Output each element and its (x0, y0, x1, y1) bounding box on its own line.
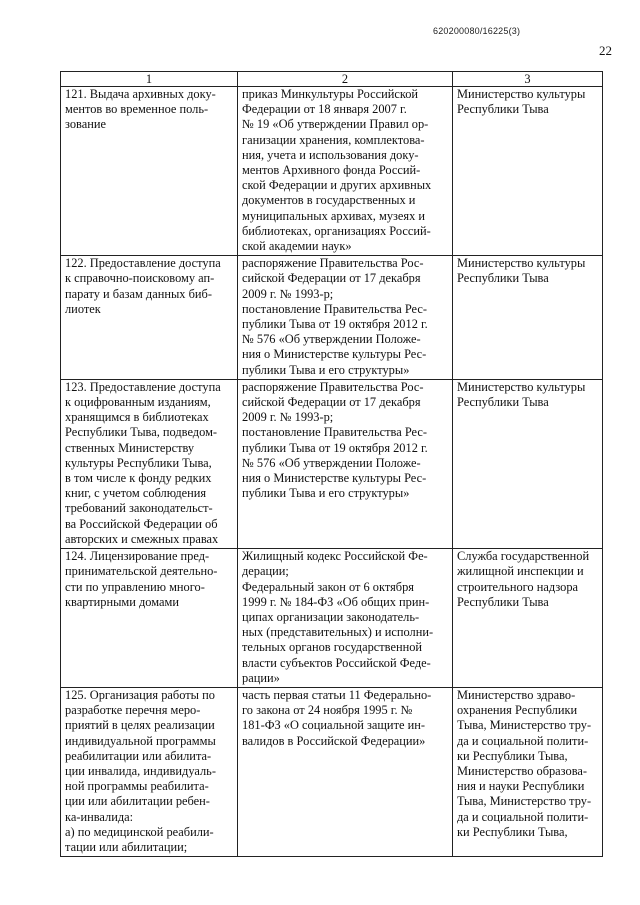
service-cell: 123. Предоставление доступа к оцифрованным изданиям, хранящимся в библиотеках Республики Тыва, подведом- ственных Министерству культуры Республики Тыва, в том числе к фонду редких книг, с учетом соблюдения требований законодательст- ва Российской Федерации об авторских и смежных правах (61, 379, 238, 548)
table-row (61, 549, 603, 688)
services-table (60, 71, 603, 857)
table-header-row (61, 72, 603, 87)
table-row (61, 687, 603, 856)
authority-cell: Служба государственной жилищной инспекции и строительного надзора Республики Тыва (453, 549, 603, 688)
table-row (61, 379, 603, 548)
legal-basis-cell: приказ Минкультуры Российской Федерации от 18 января 2007 г. № 19 «Об утверждении Правил ор- ганизации хранения, комплектова- ния, учета и использования доку- ментов Архивного фонда Россий- ской Федерации и других архивных документов в государственных и муниципальных архивах, музеях и библиотеках, организациях Россий- ской академии наук» (238, 87, 453, 256)
authority-cell: Министерство здраво- охранения Республики Тыва, Министерство тру- да и социальной полити- ки Республики Тыва, Министерство образова- ния и науки Республики Тыва, Министерство тру- да и социальной полити- ки Республики Тыва, (453, 687, 603, 856)
legal-basis-cell: распоряжение Правительства Рос- сийской Федерации от 17 декабря 2009 г. № 1993-р; постановление Правительства Рес- публики Тыва от 19 октября 2012 г. № 576 «Об утверждении Положе- ния о Министерстве культуры Рес- публики Тыва и его структуры» (238, 379, 453, 548)
authority-cell: Министерство культуры Республики Тыва (453, 379, 603, 548)
legal-basis-cell: распоряжение Правительства Рос- сийской Федерации от 17 декабря 2009 г. № 1993-р; постановление Правительства Рес- публики Тыва от 19 октября 2012 г. № 576 «Об утверждении Положе- ния о Министерстве культуры Рес- публики Тыва и его структуры» (238, 256, 453, 380)
legal-basis-cell: часть первая статьи 11 Федерально- го закона от 24 ноября 1995 г. № 181-ФЗ «О социальной защите ин- валидов в Российской Федерации» (238, 687, 453, 856)
authority-cell: Министерство культуры Республики Тыва (453, 87, 603, 256)
legal-basis-cell: Жилищный кодекс Российской Фе- дерации; Федеральный закон от 6 октября 1999 г. № 184-ФЗ «Об общих прин- ципах организации законодатель- ных (представительных) и исполни- тельных органов государственной власти субъектов Российской Феде- рации» (238, 549, 453, 688)
table-row (61, 87, 603, 256)
table-row (61, 256, 603, 380)
service-cell: 121. Выдача архивных доку- ментов во временное поль- зование (61, 87, 238, 256)
column-header-3: 3 (453, 72, 603, 87)
authority-cell: Министерство культуры Республики Тыва (453, 256, 603, 380)
column-header-2: 2 (238, 72, 453, 87)
service-cell: 125. Организация работы по разработке перечня меро- приятий в целях реализации индивидуальной программы реабилитации или абилита- ции инвалида, индивидуаль- ной программы реабилита- ции или абилитации ребен- ка-инвалида: а) по медицинской реабили- тации или абилитации; (61, 687, 238, 856)
page-number: 22 (599, 43, 612, 58)
column-header-1: 1 (61, 72, 238, 87)
document-id: 620200080/16225(3) (433, 26, 521, 36)
service-cell: 124. Лицензирование пред- принимательской деятельно- сти по управлению много- квартирными домами (61, 549, 238, 688)
service-cell: 122. Предоставление доступа к справочно-поисковому ап- парату и базам данных биб- лиотек (61, 256, 238, 380)
